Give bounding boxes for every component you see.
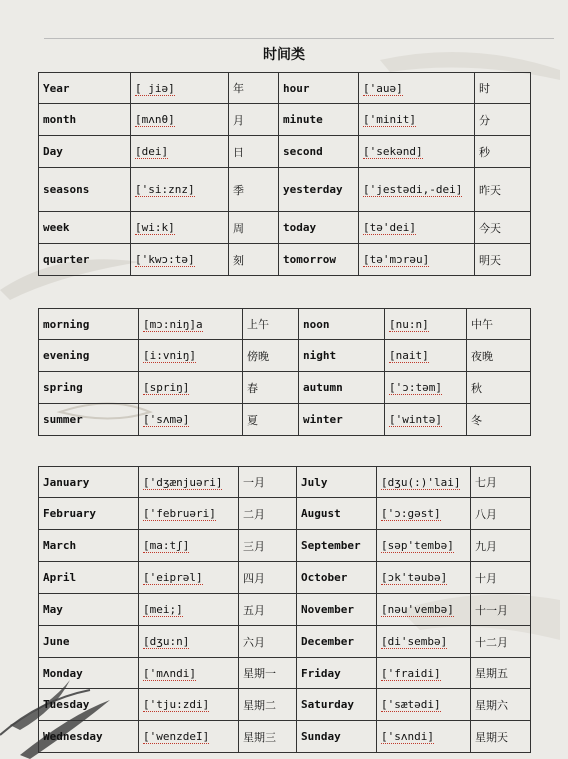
chinese-meaning: 星期六: [471, 689, 531, 721]
chinese-meaning: 夏: [243, 404, 299, 436]
phonetic-text: [spriŋ]: [143, 381, 190, 394]
phonetic-text: ['sʌmə]: [143, 413, 190, 426]
english-word: September: [297, 530, 377, 562]
phonetic-text: [ma:tʃ]: [143, 539, 190, 552]
phonetic-text: [di'sembə]: [381, 635, 448, 648]
phonetic: [139, 658, 239, 689]
table-row: [39, 689, 531, 721]
chinese-meaning: 明天: [475, 244, 531, 276]
chinese-meaning: 星期天: [471, 721, 531, 753]
english-word: Day: [39, 136, 131, 168]
chinese-meaning: 中午: [467, 309, 531, 340]
phonetic-text: [ɔk'təubə]: [381, 571, 448, 584]
phonetic: [139, 594, 239, 626]
chinese-meaning: 夜晚: [467, 340, 531, 372]
english-word: Year: [39, 73, 131, 104]
phonetic: [359, 73, 475, 104]
chinese-meaning: 二月: [239, 498, 297, 530]
english-word: autumn: [299, 372, 385, 404]
phonetic-text: [i:vniŋ]: [143, 349, 196, 362]
phonetic: [139, 721, 239, 753]
phonetic: [131, 244, 229, 276]
page-title: 时间类: [263, 47, 305, 63]
chinese-meaning: 一月: [239, 467, 297, 498]
phonetic: [377, 498, 471, 530]
phonetic-text: [mɔ:niŋ]a: [143, 317, 203, 331]
english-word: yesterday: [279, 168, 359, 212]
chinese-meaning: 日: [229, 136, 279, 168]
phonetic: [139, 467, 239, 498]
english-word: Tuesday: [39, 689, 139, 721]
english-word: second: [279, 136, 359, 168]
phonetic-text: ['fraidi]: [381, 666, 441, 680]
table-row: [39, 73, 531, 104]
english-word: week: [39, 212, 131, 244]
phonetic: [131, 104, 229, 136]
phonetic-text: ['wintə]: [389, 413, 442, 426]
phonetic: [385, 404, 467, 436]
phonetic-text: [nu:n]: [389, 317, 429, 331]
phonetic-text: ['wenzdeI]: [143, 730, 210, 743]
english-word: tomorrow: [279, 244, 359, 276]
chinese-meaning: 九月: [471, 530, 531, 562]
table-row: [39, 626, 531, 658]
phonetic-text: ['si:znz]: [135, 183, 195, 196]
english-word: quarter: [39, 244, 131, 276]
chinese-meaning: 时: [475, 73, 531, 104]
phonetic-text: ['mʌndi]: [143, 666, 196, 680]
phonetic: [359, 104, 475, 136]
chinese-meaning: 今天: [475, 212, 531, 244]
english-word: Monday: [39, 658, 139, 689]
phonetic: [131, 168, 229, 212]
chinese-meaning: 周: [229, 212, 279, 244]
english-word: Friday: [297, 658, 377, 689]
table-row: [39, 404, 531, 436]
table-row: [39, 721, 531, 753]
chinese-meaning: 八月: [471, 498, 531, 530]
phonetic: [139, 340, 243, 372]
phonetic: [139, 562, 239, 594]
phonetic-text: ['sætədi]: [381, 698, 441, 711]
phonetic-text: ['sekənd]: [363, 145, 423, 158]
phonetic-text: ['tju:zdi]: [143, 698, 210, 711]
table-row: [39, 658, 531, 689]
phonetic-text: [dʒu:n]: [143, 635, 190, 648]
phonetic-text: [mʌnθ]: [135, 113, 175, 126]
table-row: [39, 562, 531, 594]
phonetic: [139, 498, 239, 530]
phonetic-text: [tə'mɔrəu]: [363, 253, 430, 266]
chinese-meaning: 季: [229, 168, 279, 212]
vocab-table-time-units: [38, 72, 531, 276]
chinese-meaning: 分: [475, 104, 531, 136]
english-word: Wednesday: [39, 721, 139, 753]
table-row: [39, 309, 531, 340]
phonetic: [377, 626, 471, 658]
phonetic-text: ['kwɔ:tə]: [135, 253, 195, 266]
english-word: April: [39, 562, 139, 594]
phonetic-text: ['jestədi,-dei]: [363, 183, 463, 196]
chinese-meaning: 星期五: [471, 658, 531, 689]
chinese-meaning: 三月: [239, 530, 297, 562]
chinese-meaning: 傍晚: [243, 340, 299, 372]
phonetic: [359, 212, 475, 244]
phonetic-text: [nait]: [389, 349, 429, 362]
chinese-meaning: 昨天: [475, 168, 531, 212]
phonetic: [139, 404, 243, 436]
phonetic-text: [wi:k]: [135, 221, 175, 234]
phonetic: [139, 372, 243, 404]
phonetic: [385, 309, 467, 340]
phonetic: [131, 73, 229, 104]
phonetic-text: [nəu'vembə]: [381, 603, 454, 616]
english-word: Sunday: [297, 721, 377, 753]
english-word: today: [279, 212, 359, 244]
chinese-meaning: 上午: [243, 309, 299, 340]
english-word: June: [39, 626, 139, 658]
phonetic: [359, 136, 475, 168]
chinese-meaning: 星期二: [239, 689, 297, 721]
phonetic: [139, 626, 239, 658]
chinese-meaning: 刻: [229, 244, 279, 276]
chinese-meaning: 七月: [471, 467, 531, 498]
header-rule: [44, 38, 554, 39]
english-word: February: [39, 498, 139, 530]
phonetic-text: ['februəri]: [143, 507, 216, 520]
english-word: summer: [39, 404, 139, 436]
phonetic-text: ['ɔ:təm]: [389, 381, 442, 394]
phonetic-text: ['ɔ:gəst]: [381, 507, 441, 520]
phonetic-text: [mei;]: [143, 603, 183, 616]
chinese-meaning: 春: [243, 372, 299, 404]
phonetic: [377, 530, 471, 562]
phonetic: [359, 244, 475, 276]
phonetic: [377, 562, 471, 594]
english-word: May: [39, 594, 139, 626]
chinese-meaning: 年: [229, 73, 279, 104]
phonetic-text: ['eiprəl]: [143, 571, 203, 584]
vocab-table-months-weekdays: [38, 466, 531, 753]
phonetic: [139, 530, 239, 562]
english-word: January: [39, 467, 139, 498]
phonetic: [359, 168, 475, 212]
chinese-meaning: 十月: [471, 562, 531, 594]
english-word: October: [297, 562, 377, 594]
phonetic: [139, 689, 239, 721]
phonetic-text: ['minit]: [363, 113, 416, 126]
english-word: winter: [299, 404, 385, 436]
english-word: July: [297, 467, 377, 498]
table-row: [39, 168, 531, 212]
phonetic-text: [dei]: [135, 145, 169, 158]
chinese-meaning: 六月: [239, 626, 297, 658]
chinese-meaning: 四月: [239, 562, 297, 594]
table-row: [39, 244, 531, 276]
phonetic-text: ['auə]: [363, 81, 403, 95]
chinese-meaning: 十二月: [471, 626, 531, 658]
table-row: [39, 104, 531, 136]
table-row: [39, 340, 531, 372]
table-row: [39, 372, 531, 404]
phonetic-text: [ jiə]: [135, 81, 175, 95]
chinese-meaning: 星期一: [239, 658, 297, 689]
english-word: noon: [299, 309, 385, 340]
table-row: [39, 136, 531, 168]
table-row: [39, 467, 531, 498]
table-row: [39, 498, 531, 530]
english-word: evening: [39, 340, 139, 372]
english-word: December: [297, 626, 377, 658]
english-word: Saturday: [297, 689, 377, 721]
chinese-meaning: 月: [229, 104, 279, 136]
phonetic: [131, 212, 229, 244]
phonetic: [385, 340, 467, 372]
phonetic-text: [dʒu(:)'lai]: [381, 475, 461, 489]
chinese-meaning: 秒: [475, 136, 531, 168]
chinese-meaning: 星期三: [239, 721, 297, 753]
english-word: morning: [39, 309, 139, 340]
phonetic-text: ['sʌndi]: [381, 730, 434, 743]
table-row: [39, 212, 531, 244]
phonetic: [377, 467, 471, 498]
phonetic: [139, 309, 243, 340]
chinese-meaning: 五月: [239, 594, 297, 626]
phonetic: [385, 372, 467, 404]
english-word: minute: [279, 104, 359, 136]
english-word: August: [297, 498, 377, 530]
phonetic-text: [tə'dei]: [363, 221, 416, 234]
english-word: month: [39, 104, 131, 136]
phonetic-text: [səp'tembə]: [381, 539, 454, 552]
vocab-table-times-of-day-seasons: [38, 308, 531, 436]
table-row: [39, 594, 531, 626]
english-word: March: [39, 530, 139, 562]
phonetic: [377, 658, 471, 689]
phonetic: [377, 721, 471, 753]
english-word: seasons: [39, 168, 131, 212]
phonetic: [131, 136, 229, 168]
chinese-meaning: 秋: [467, 372, 531, 404]
chinese-meaning: 十一月: [471, 594, 531, 626]
english-word: spring: [39, 372, 139, 404]
phonetic: [377, 594, 471, 626]
english-word: November: [297, 594, 377, 626]
phonetic: [377, 689, 471, 721]
chinese-meaning: 冬: [467, 404, 531, 436]
table-row: [39, 530, 531, 562]
english-word: night: [299, 340, 385, 372]
phonetic-text: ['dʒænjuəri]: [143, 475, 223, 489]
english-word: hour: [279, 73, 359, 104]
